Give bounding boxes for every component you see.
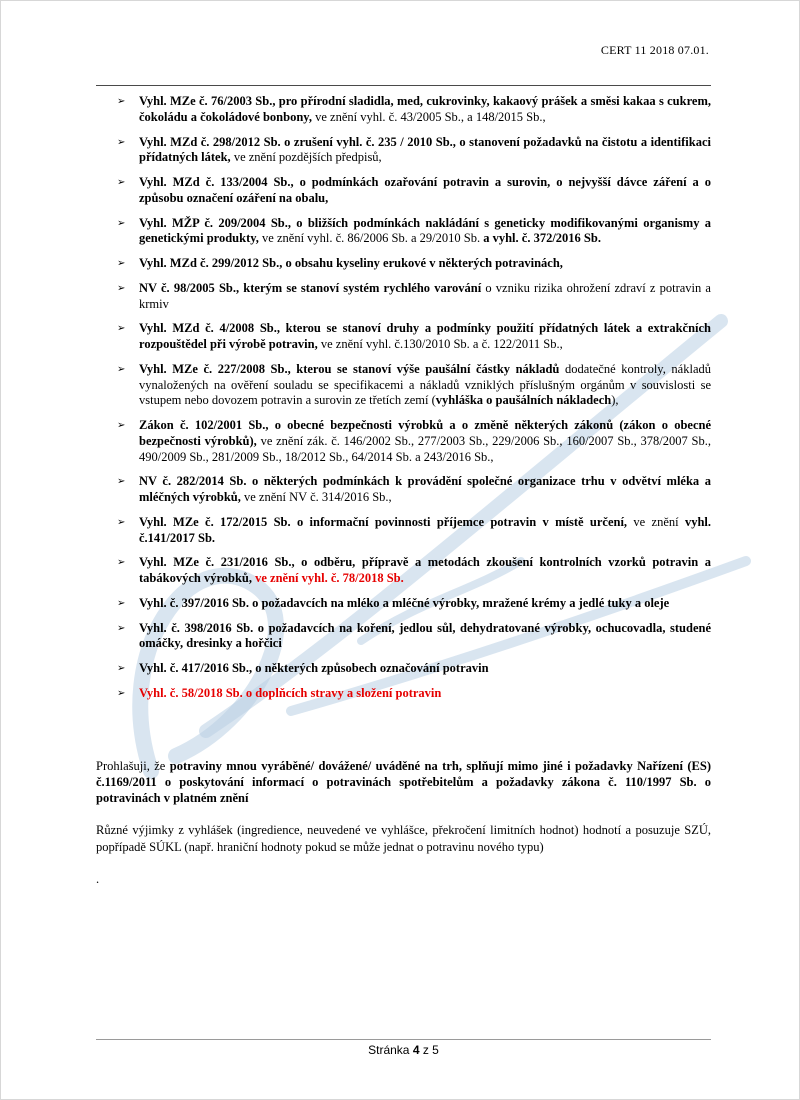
paragraph: [96, 758, 711, 807]
regulation-item: [118, 94, 711, 126]
arrow-bullet-icon: ➢: [117, 323, 126, 335]
text-segment: Vyhl. MZd č. 133/2004 Sb., o podmínkách ozařování potravin a surovin, o nejvyšší dávce záření a o způsobu označení ozáření na obalu,: [139, 175, 711, 205]
regulation-text: [139, 515, 711, 547]
text-segment: ve znění vyhl. č. 86/2006 Sb. a 29/2010 Sb.: [262, 231, 484, 246]
arrow-bullet-icon: ➢: [117, 557, 126, 569]
regulation-item: [118, 555, 711, 587]
text-segment: Vyhl. č. 398/2016 Sb. o požadavcích na koření, jedlou sůl, dehydratované výrobky, ochucovadla, studené omáčky, dresinky a hořčici: [139, 620, 711, 651]
text-segment: Vyhl. MZe č. 76/2003 Sb., pro přírodní sladidla, med, cukrovinky, kakaový prášek a směsi kakaa s cukrem, čokoládu a čokoládové bonbony,: [139, 94, 711, 124]
text-segment: Vyhl. MZd č. 4/2008 Sb., kterou se stanoví druhy a podmínky použití přídatných látek a extrakčních rozpouštědel při výrobě potravin,: [139, 321, 711, 351]
doc-code: CERT 11 2018 07.01.: [600, 43, 709, 57]
header-divider: [96, 85, 711, 86]
text-segment: ve znění vyhl. č. 43/2005 Sb., a 148/2015 Sb.,: [315, 109, 546, 124]
text-segment: NV č. 282/2014 Sb. o některých podmínkách k provádění společné organizace trhu v odvětví mléka a mléčných výrobků,: [139, 474, 711, 504]
arrow-bullet-icon: ➢: [117, 420, 126, 431]
text-segment: Prohlašuji, že: [96, 758, 170, 773]
text-segment: potraviny mnou vyráběné/ dovážené/ uváděné na trh, splňují mimo jiné i požadavky Nařízení (ES) č.1169/2011 o poskytování informací o potravinách spotřebitelům a požadavky zákona č. 110/1997 Sb. o potravinách v platném znění: [96, 758, 711, 805]
regulation-text: [139, 281, 711, 313]
regulation-text: [139, 321, 711, 353]
page-footer: [96, 1039, 711, 1057]
regulation-item: [118, 216, 711, 248]
arrow-bullet-icon: ➢: [117, 622, 126, 634]
text-segment: o vzniku rizika ohrožení zdraví z potravin a krmiv: [139, 280, 711, 311]
text-segment: NV č. 98/2005 Sb., kterým se stanoví systém rychlého varování: [139, 280, 486, 295]
page-number: [96, 1043, 711, 1057]
regulation-item: [118, 175, 711, 207]
text-segment: ve znění pozdějších předpisů,: [233, 150, 382, 165]
text-segment: Vyhl. MZd č. 298/2012 Sb. o zrušení vyhl. č. 235 / 2010 Sb., o stanovení požadavků na čistotu a identifikaci přídatných látek,: [139, 134, 711, 165]
regulation-item: [118, 362, 711, 409]
regulation-item: [118, 321, 711, 353]
arrow-bullet-icon: ➢: [117, 687, 126, 699]
paragraph: [96, 871, 711, 887]
regulation-item: [118, 596, 711, 612]
text-segment: vyhláška o paušálních nákladech: [435, 393, 612, 408]
regulation-item: [118, 256, 711, 272]
text-segment: vyhl. č.141/2017 Sb.: [139, 514, 711, 545]
text-segment: Vyhl. č. 58/2018 Sb. o doplňcích stravy a složení potravin: [139, 685, 442, 700]
arrow-bullet-icon: ➢: [117, 363, 126, 375]
text-segment: ),: [611, 393, 619, 408]
regulation-item: [118, 515, 711, 547]
text-segment: Zákon č. 102/2001 Sb., o obecné bezpečnosti výrobků a o změně některých zákonů (zákon o obecné bezpečnosti výrobků),: [139, 418, 711, 448]
arrow-bullet-icon: ➢: [117, 258, 126, 269]
text-segment: Vyhl. MZe č. 172/2015 Sb. o informační povinnosti příjemce potravin v místě určení,: [139, 514, 634, 529]
footer-divider: [96, 1039, 711, 1040]
text-segment: 4: [412, 1043, 420, 1057]
regulation-item: [118, 281, 711, 313]
regulation-item: [118, 474, 711, 506]
text-segment: ve znění vyhl. č. 78/2018 Sb.: [255, 571, 404, 585]
arrow-bullet-icon: ➢: [117, 597, 126, 609]
regulation-text: [139, 175, 711, 207]
text-segment: Vyhl. č. 417/2016 Sb., o některých způsobech označování potravin: [139, 661, 489, 675]
text-segment: z 5: [419, 1043, 439, 1057]
regulation-item: [118, 661, 711, 677]
text-segment: .: [96, 871, 100, 886]
text-segment: Vyhl. MŽP č. 209/2004 Sb., o bližších podmínkách nakládání s geneticky modifikovanými organismy a genetickými produkty,: [139, 215, 711, 246]
text-segment: ve znění vyhl. č.130/2010 Sb. a č. 122/2011 Sb.,: [320, 337, 563, 351]
regulation-item: [118, 621, 711, 653]
page-content: [96, 94, 711, 887]
text-segment: Různé výjimky z vyhlášek (ingredience, neuvedené ve vyhlášce, překročení limitních hodnot) hodnotí a posuzuje SZÚ, popřípadě SÚKL (např. hraniční hodnoty pokud se může jednat o potravinu nového typu): [96, 823, 711, 854]
arrow-bullet-icon: ➢: [117, 217, 126, 229]
regulation-text: [139, 135, 711, 167]
arrow-bullet-icon: ➢: [117, 516, 126, 528]
regulation-item: [118, 135, 711, 167]
text-segment: ve znění NV č. 314/2016 Sb.,: [244, 490, 392, 504]
regulation-text: [139, 596, 711, 612]
text-segment: Stránka: [368, 1043, 413, 1057]
page-header: [96, 43, 709, 58]
body-paragraphs: [96, 758, 711, 888]
paragraph: [96, 822, 711, 855]
regulation-text: [139, 94, 711, 126]
text-segment: ve znění zák. č. 146/2002 Sb., 277/2003 Sb., 229/2006 Sb., 160/2007 Sb., 378/2007 Sb., 490/2009 Sb., 281/2009 Sb., 18/2012 Sb., 64/2014 Sb. a 243/2016 Sb.,: [139, 433, 711, 464]
regulation-text: [139, 621, 711, 653]
arrow-bullet-icon: ➢: [117, 476, 126, 488]
text-segment: dodatečné kontroly, nákladů vynaložených na ověření souladu se specifikacemi a nákladů vzniklých příslušným orgánům v souvislosti se vstupem nebo dovozem potravin a surovin ze třetích zemí (: [139, 361, 711, 408]
regulation-item: [118, 686, 711, 702]
regulation-text: [139, 686, 711, 702]
regulation-item: [118, 418, 711, 465]
text-segment: Vyhl. č. 397/2016 Sb. o požadavcích na mléko a mléčné výrobky, mražené krémy a jedlé tuky a oleje: [139, 595, 670, 610]
text-segment: ve znění: [633, 514, 685, 529]
text-segment: Vyhl. MZe č. 227/2008 Sb., kterou se stanoví výše paušální částky nákladů: [139, 361, 565, 376]
text-segment: Vyhl. MZd č. 299/2012 Sb., o obsahu kyseliny erukové v některých potravinách,: [139, 256, 563, 270]
regulation-text: [139, 362, 711, 409]
regulation-text: [139, 418, 711, 465]
arrow-bullet-icon: ➢: [117, 96, 126, 107]
regulation-text: [139, 256, 711, 272]
regulation-text: [139, 555, 711, 587]
arrow-bullet-icon: ➢: [117, 282, 126, 294]
arrow-bullet-icon: ➢: [117, 663, 126, 674]
text-segment: Vyhl. MZe č. 231/2016 Sb., o odběru, přípravě a metodách zkoušení kontrolních vzorků potravin a tabákových výrobků,: [139, 555, 711, 585]
arrow-bullet-icon: ➢: [117, 136, 126, 148]
regulation-text: [139, 474, 711, 506]
arrow-bullet-icon: ➢: [117, 177, 126, 188]
text-segment: a vyhl. č. 372/2016 Sb.: [483, 231, 601, 246]
regulation-text: [139, 216, 711, 248]
regulation-text: [139, 661, 711, 677]
regulation-list: [96, 94, 711, 702]
